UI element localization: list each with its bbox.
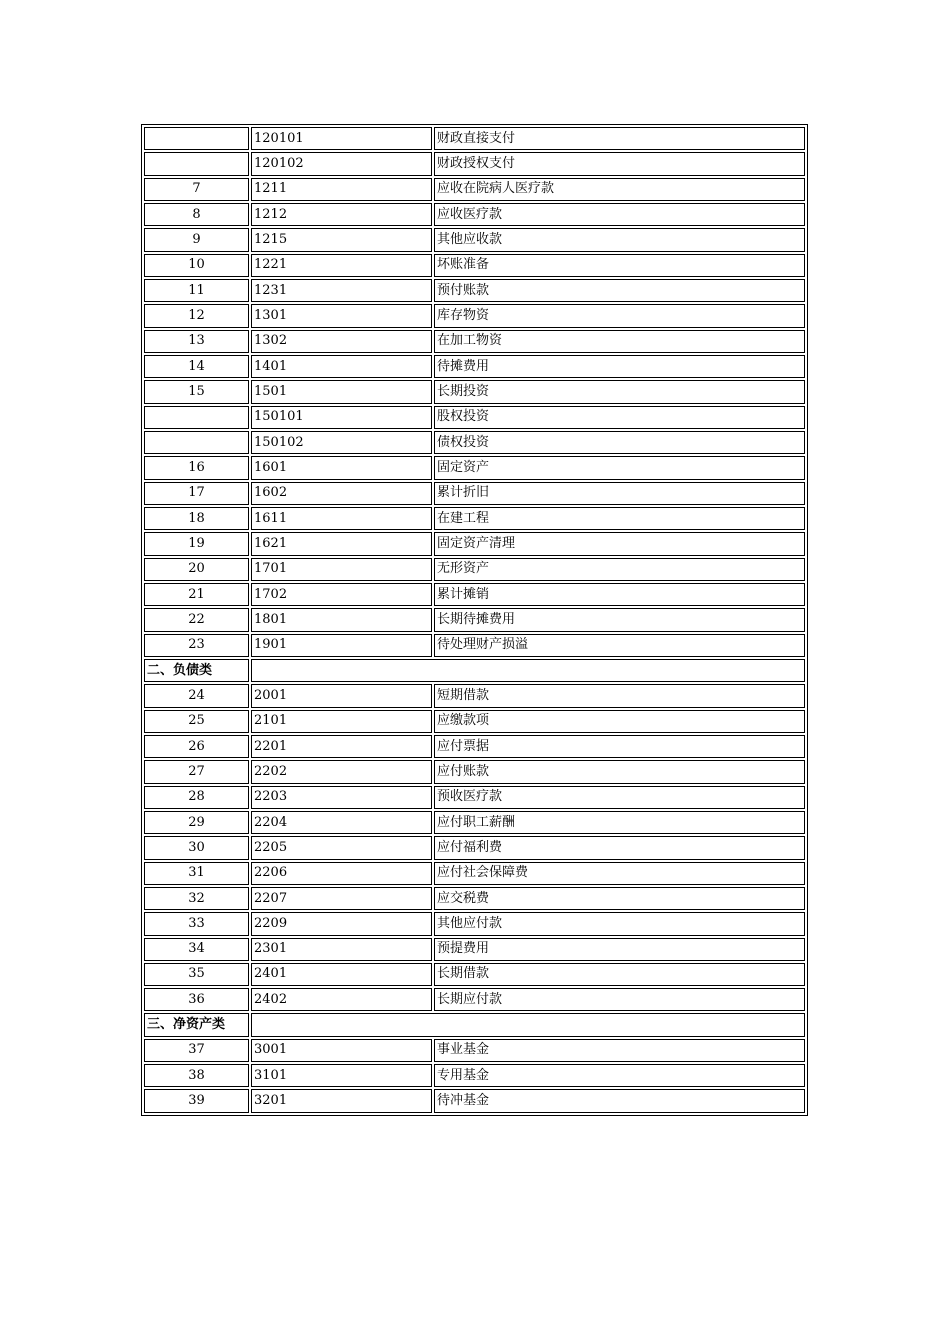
section-empty-cell	[251, 659, 805, 682]
row-number: 29	[144, 811, 249, 834]
row-number: 36	[144, 988, 249, 1011]
table-row	[144, 608, 805, 631]
account-name: 固定资产	[434, 456, 805, 479]
account-name: 累计折旧	[434, 482, 805, 505]
row-number: 11	[144, 279, 249, 302]
account-code: 1231	[251, 279, 432, 302]
account-name: 长期待摊费用	[434, 608, 805, 631]
account-code: 1211	[251, 178, 432, 201]
row-number: 7	[144, 178, 249, 201]
account-name: 预付账款	[434, 279, 805, 302]
table-row	[144, 836, 805, 859]
account-code: 1801	[251, 608, 432, 631]
section-header-row	[144, 659, 805, 682]
account-code: 2204	[251, 811, 432, 834]
account-name: 应缴款项	[434, 710, 805, 733]
table-row	[144, 330, 805, 353]
row-number	[144, 431, 249, 454]
table-row	[144, 532, 805, 555]
account-name: 长期投资	[434, 380, 805, 403]
account-name: 待处理财产损溢	[434, 634, 805, 657]
table-row	[144, 988, 805, 1011]
row-number: 38	[144, 1064, 249, 1087]
account-code: 1602	[251, 482, 432, 505]
row-number: 39	[144, 1089, 249, 1112]
account-name: 在建工程	[434, 507, 805, 530]
row-number	[144, 406, 249, 429]
account-name: 其他应付款	[434, 912, 805, 935]
account-name: 应交税费	[434, 887, 805, 910]
row-number: 15	[144, 380, 249, 403]
table-row	[144, 963, 805, 986]
table-row	[144, 710, 805, 733]
account-name: 应付职工薪酬	[434, 811, 805, 834]
account-code: 1301	[251, 304, 432, 327]
account-code: 3101	[251, 1064, 432, 1087]
table-row	[144, 127, 805, 150]
account-code: 1302	[251, 330, 432, 353]
account-code: 1621	[251, 532, 432, 555]
row-number: 24	[144, 684, 249, 707]
table-row	[144, 862, 805, 885]
account-name: 待摊费用	[434, 355, 805, 378]
account-name: 应付票据	[434, 735, 805, 758]
account-code: 3201	[251, 1089, 432, 1112]
row-number: 21	[144, 583, 249, 606]
row-number: 31	[144, 862, 249, 885]
row-number: 16	[144, 456, 249, 479]
row-number: 34	[144, 938, 249, 961]
account-name: 股权投资	[434, 406, 805, 429]
row-number: 35	[144, 963, 249, 986]
account-code: 3001	[251, 1039, 432, 1062]
table-row	[144, 406, 805, 429]
row-number: 20	[144, 558, 249, 581]
account-name: 累计摊销	[434, 583, 805, 606]
row-number: 13	[144, 330, 249, 353]
account-code: 1212	[251, 203, 432, 226]
account-name: 事业基金	[434, 1039, 805, 1062]
row-number: 37	[144, 1039, 249, 1062]
table-row	[144, 684, 805, 707]
account-name: 待冲基金	[434, 1089, 805, 1112]
section-header-row	[144, 1013, 805, 1036]
account-name: 无形资产	[434, 558, 805, 581]
account-name: 其他应收款	[434, 228, 805, 251]
account-code: 2301	[251, 938, 432, 961]
table-row	[144, 279, 805, 302]
table-row	[144, 1039, 805, 1062]
row-number: 30	[144, 836, 249, 859]
account-code: 2205	[251, 836, 432, 859]
account-code: 1702	[251, 583, 432, 606]
account-code: 1501	[251, 380, 432, 403]
account-code: 1215	[251, 228, 432, 251]
account-code: 2206	[251, 862, 432, 885]
account-code: 1611	[251, 507, 432, 530]
table-row	[144, 178, 805, 201]
account-name: 债权投资	[434, 431, 805, 454]
row-number	[144, 127, 249, 150]
account-code: 1401	[251, 355, 432, 378]
account-code: 120101	[251, 127, 432, 150]
table-row	[144, 507, 805, 530]
table-row	[144, 228, 805, 251]
account-code: 2203	[251, 786, 432, 809]
account-code: 1601	[251, 456, 432, 479]
table-row	[144, 887, 805, 910]
account-name: 坏账准备	[434, 254, 805, 277]
account-code: 2401	[251, 963, 432, 986]
accounts-table	[141, 124, 808, 1116]
table-row	[144, 1089, 805, 1112]
account-code: 2201	[251, 735, 432, 758]
account-name: 应付福利费	[434, 836, 805, 859]
row-number: 14	[144, 355, 249, 378]
account-name: 固定资产清理	[434, 532, 805, 555]
table-row	[144, 938, 805, 961]
row-number: 17	[144, 482, 249, 505]
account-name: 库存物资	[434, 304, 805, 327]
table-row	[144, 431, 805, 454]
account-code: 2202	[251, 760, 432, 783]
table-row	[144, 583, 805, 606]
table-row	[144, 760, 805, 783]
row-number: 22	[144, 608, 249, 631]
section-label: 三、净资产类	[144, 1013, 249, 1036]
row-number: 10	[144, 254, 249, 277]
account-code: 120102	[251, 152, 432, 175]
account-code: 1701	[251, 558, 432, 581]
account-name: 预收医疗款	[434, 786, 805, 809]
row-number: 18	[144, 507, 249, 530]
account-code: 150101	[251, 406, 432, 429]
row-number: 8	[144, 203, 249, 226]
table-row	[144, 152, 805, 175]
table-row	[144, 456, 805, 479]
account-name: 应付社会保障费	[434, 862, 805, 885]
account-name: 在加工物资	[434, 330, 805, 353]
table-row	[144, 380, 805, 403]
row-number	[144, 152, 249, 175]
account-code: 2209	[251, 912, 432, 935]
account-name: 财政授权支付	[434, 152, 805, 175]
account-code: 1221	[251, 254, 432, 277]
table-row	[144, 203, 805, 226]
table-row	[144, 1064, 805, 1087]
account-name: 应收在院病人医疗款	[434, 178, 805, 201]
row-number: 19	[144, 532, 249, 555]
table-row	[144, 811, 805, 834]
row-number: 33	[144, 912, 249, 935]
account-code: 2101	[251, 710, 432, 733]
accounts-table-body	[144, 127, 805, 1113]
account-name: 专用基金	[434, 1064, 805, 1087]
section-label: 二、负债类	[144, 659, 249, 682]
account-code: 1901	[251, 634, 432, 657]
row-number: 23	[144, 634, 249, 657]
account-name: 应付账款	[434, 760, 805, 783]
section-empty-cell	[251, 1013, 805, 1036]
account-name: 预提费用	[434, 938, 805, 961]
table-row	[144, 558, 805, 581]
account-code: 2207	[251, 887, 432, 910]
account-name: 长期借款	[434, 963, 805, 986]
table-row	[144, 355, 805, 378]
table-row	[144, 912, 805, 935]
table-row	[144, 304, 805, 327]
account-name: 短期借款	[434, 684, 805, 707]
table-row	[144, 786, 805, 809]
table-row	[144, 634, 805, 657]
row-number: 27	[144, 760, 249, 783]
account-name: 财政直接支付	[434, 127, 805, 150]
table-row	[144, 482, 805, 505]
row-number: 9	[144, 228, 249, 251]
account-code: 2402	[251, 988, 432, 1011]
row-number: 26	[144, 735, 249, 758]
row-number: 28	[144, 786, 249, 809]
account-code: 150102	[251, 431, 432, 454]
table-row	[144, 735, 805, 758]
account-name: 应收医疗款	[434, 203, 805, 226]
account-name: 长期应付款	[434, 988, 805, 1011]
row-number: 25	[144, 710, 249, 733]
row-number: 12	[144, 304, 249, 327]
table-row	[144, 254, 805, 277]
account-code: 2001	[251, 684, 432, 707]
row-number: 32	[144, 887, 249, 910]
